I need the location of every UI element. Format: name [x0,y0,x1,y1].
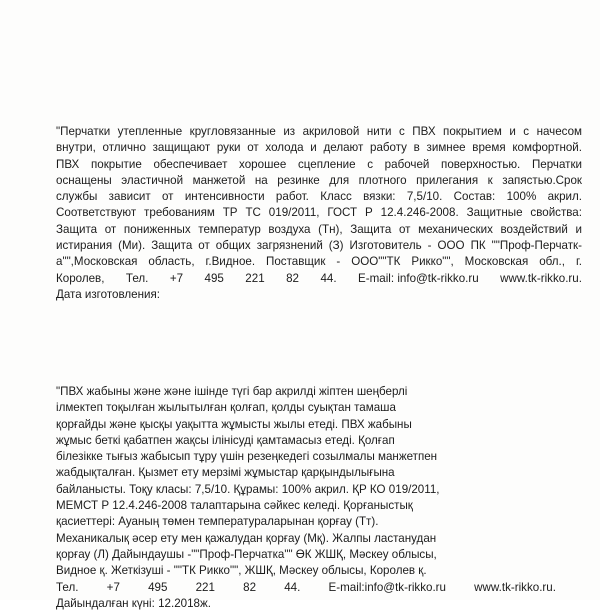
phone-label: Тел. [125,271,149,285]
label-line: жұмыс беткі қабатпен жақсы ілінісуді қамтамасыз етеді. Қолғап [56,433,395,447]
label-line: Защита от пониженных температур воздуха (Тн), Защита от механических воздействий и [56,222,582,236]
label-line: ілмектеп тоқылған жылытылған қолғап, қолды суықтан тамаша [56,401,396,415]
label-line: службы зависит от интенсивности работ. Класс вязки: 7,5/10. Состав: 100% акрил. [56,190,583,204]
phone-part: 221 [245,271,265,285]
phone-label: Тел. [56,580,79,594]
label-line: ПВХ покрытие обеспечивает хорошее сцепление с рабочей поверхностью. Перчатки [56,157,583,171]
phone-part: +7 [106,580,120,594]
label-line: Соответствуют требованиям ТР ТС 019/2011, ГОСТ Р 12.4.246-2008. Защитные свойства: [56,206,582,220]
label-line: внутри, отлично защищают руки от холода и делают работу в зимнее время комфортной. [56,141,582,155]
phone-part: 44. [284,580,301,594]
label-line: а"",Московская область, г.Видное. Поставщик - ООО""ТК Рикко"", Московская обл., г. [56,255,582,269]
phone-part: 82 [286,271,299,285]
phone-part: +7 [169,271,184,285]
label-line: Видное қ. Жеткізуші - ""ТК Рикко"", ЖШҚ, Мәскеу облысы, Королев қ. [56,564,427,578]
manufacture-date-label: Дата изготовления: [56,287,160,301]
label-text-ru [56,124,582,303]
phone-part: 495 [204,271,224,285]
label-line: "Перчатки утепленные кругловязанные из акриловой нити с ПВХ покрытием и с начесом [56,125,583,138]
label-text-kz [56,384,556,612]
label-line: білезікке тығыз жабысып тұру үшін резеңкедегі созылмалы манжетпен [56,450,438,464]
label-line: Механикалық әсер ету мен қажалудан қорғау (Мқ). Жалпы ластанудан [56,531,437,545]
label-line: жабдықталған. Қызмет ету мерзімі жұмыстар қарқындылығына [56,466,395,480]
phone-part: 221 [195,580,215,594]
phone-part: 495 [148,580,168,594]
contact-line-kz [56,580,556,596]
website-text: www.tk-rikko.ru. [500,271,582,285]
label-line: қорғау (Л) Дайындаушы -""Проф-Перчатка"" ӨК ЖШҚ, Мәскеу облысы, [56,547,437,561]
contact-line-ru [56,271,582,287]
label-line: "ПВХ жабыны және және ішінде түгі бар акрилді жіптен шеңберлі [56,385,408,398]
city-label: Королев, [56,271,105,285]
label-line: байланысты. Тоқу класы: 7,5/10. Құрамы: 100% акрил. ҚР КО 019/2011, [56,482,440,496]
phone-part: 44. [320,271,337,285]
phone-part: 82 [243,580,257,594]
email-text: E-mail: info@tk-rikko.ru [358,271,479,285]
label-line: қасиеттері: Ауаның төмен температураларынан қорғау (Тт). [56,515,379,529]
email-text: E-mail:info@tk-rikko.ru [328,580,446,594]
label-line: истирания (Ми). Защита от общих загрязнений (З) Изготовитель - ООО ПК ""Проф-Перчатк- [56,239,582,253]
label-line: қорғайды және қысқы уақытта жұмысты жылы етеді. ПВХ жабыны [56,417,412,431]
label-line: МЕМСТ Р 12.4.246-2008 талаптарына сәйкес келеді. Қорғаныстық [56,499,413,513]
label-line: оснащены эластичной манжетой на резинке для плотного прилегания к запястью.Срок [56,173,583,187]
website-text: www.tk-rikko.ru. [474,580,556,594]
manufacture-date-label: Дайындалған күні: 12.2018ж. [56,596,211,610]
